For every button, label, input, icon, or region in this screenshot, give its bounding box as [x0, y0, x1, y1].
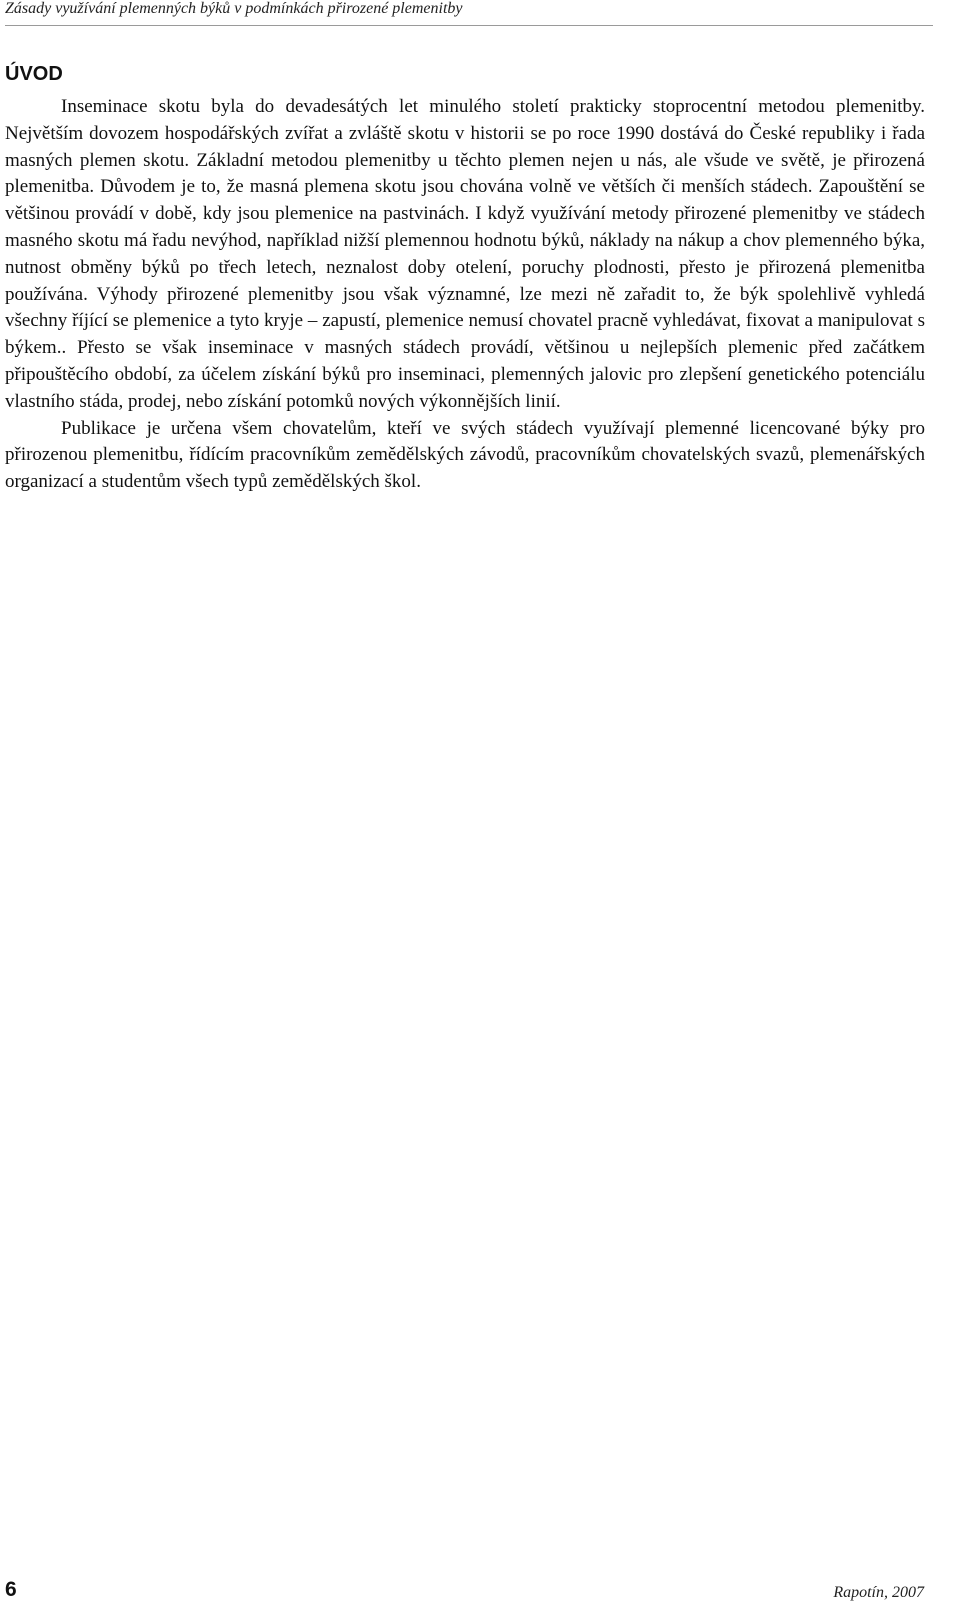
- footer-credit: Rapotín, 2007: [833, 1584, 924, 1601]
- section-title: ÚVOD: [5, 63, 63, 85]
- paragraph-audience: Publikace je určena všem chovatelům, kteří ve svých stádech využívají plemenné licencované býky pro přirozenou plemenitbu, řídícím pracovníkům zemědělských závodů, pracovníkům chovatelských svazů, plemenářských organizací a studentům všech typů zemědělských škol.: [5, 417, 925, 493]
- running-header-title: Zásady využívání plemenných býků v podmínkách přirozené plemenitby: [5, 0, 463, 17]
- page-number: 6: [5, 1578, 17, 1601]
- running-header: [5, 0, 933, 26]
- paragraph-intro: Inseminace skotu byla do devadesátých let minulého století prakticky stoprocentní metodou plemenitby. Největším dovozem hospodářských zvířat a zvláště skotu v historii se po roce 1990 dostává do České republiky i řada masných plemen skotu. Základní metodou plemenitby u těchto plemen nejen u nás, ale všude ve světě, je přirozená plemenitba. Důvodem je to, že masná plemena skotu jsou chována volně ve větších či menších stádech. Zapouštění se většinou provádí v době, kdy jsou plemenice na pastvinách. I když využívání metody přirozené plemenitby ve stádech masného skotu má řadu nevýhod, například nižší plemennou hodnotu býků, náklady na nákup a chov plemenného býka, nutnost obměny býků po třech letech, neznalost doby otelení, poruchy plodnosti, přesto je přirozená plemenitba používána. Výhody přirozené plemenitby jsou však významné, lze mezi ně zařadit to, že býk spolehlivě vyhledá všechny říjící se plemenice a tyto kryje – zapustí, plemenice nemusí chovatel pracně vyhledávat, fixovat a manipulovat s býkem.. Přesto se však inseminace v masných stádech provádí, většinou u nejlepších plemenic před začátkem připouštěcího období, za účelem získání býků pro inseminaci, plemenných jalovic pro zlepšení genetického potenciálu vlastního stáda, prodej, nebo získání potomků nových výkonnějších linií.: [5, 96, 925, 412]
- document-body: [5, 94, 925, 496]
